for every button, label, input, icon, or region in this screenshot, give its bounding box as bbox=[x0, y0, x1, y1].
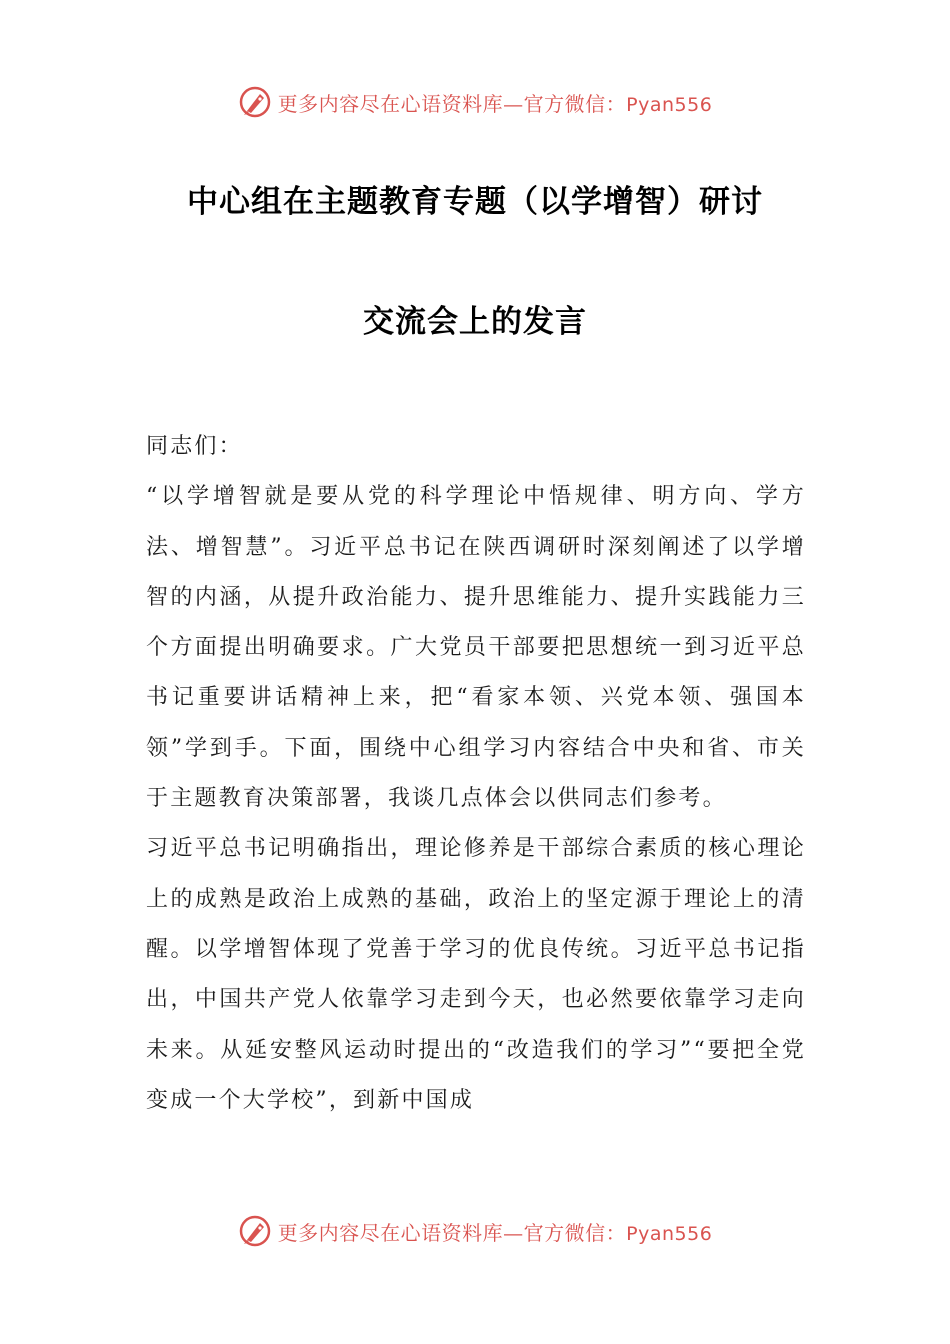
salutation: 同志们： bbox=[146, 434, 243, 459]
document-title-line1: 中心组在主题教育专题（以学增智）研讨 bbox=[187, 184, 763, 220]
banner-wechat-id: Pyan556 bbox=[626, 93, 713, 116]
banner-text-cn: 更多内容尽在心语资料库—官方微信： bbox=[277, 1220, 627, 1245]
body-paragraph: “以学增智就是要从党的科学理论中悟规律、明方向、学方法、增智慧”。习近平总书记在陕西调研时深刻阐述了以学增智的内涵，从提升政治能力、提升思维能力、提升实践能力三个方面提出明确要求。广大党员干部要把思想统一到习近平总书记重要讲话精神上来，把“看家本领、兴党本领、强国本领”学到手。下面，围绕中心组学习内容结合中央和省、市关于主题教育决策部署，我谈几点体会以供同志们参考。 bbox=[146, 484, 806, 812]
document-title-line2: 交流会上的发言 bbox=[363, 304, 587, 340]
footer-watermark-banner bbox=[0, 1211, 950, 1251]
banner-wechat-id: Pyan556 bbox=[626, 1222, 713, 1245]
document-body bbox=[146, 422, 806, 1126]
pen-nib-circle-icon bbox=[238, 85, 272, 119]
header-watermark-banner bbox=[0, 82, 950, 122]
banner-text bbox=[278, 88, 713, 117]
body-paragraph: 习近平总书记明确指出，理论修养是干部综合素质的核心理论上的成熟是政治上成熟的基础，政治上的坚定源于理论上的清醒。以学增智体现了党善于学习的优良传统。习近平总书记指出，中国共产党人依靠学习走到今天，也必然要依靠学习走向未来。从延安整风运动时提出的“改造我们的学习”“要把全党变成一个大学校”，到新中国成 bbox=[146, 836, 806, 1113]
banner-text bbox=[278, 1217, 713, 1246]
pen-nib-circle-icon bbox=[238, 1214, 272, 1248]
banner-text-cn: 更多内容尽在心语资料库—官方微信： bbox=[277, 91, 627, 116]
